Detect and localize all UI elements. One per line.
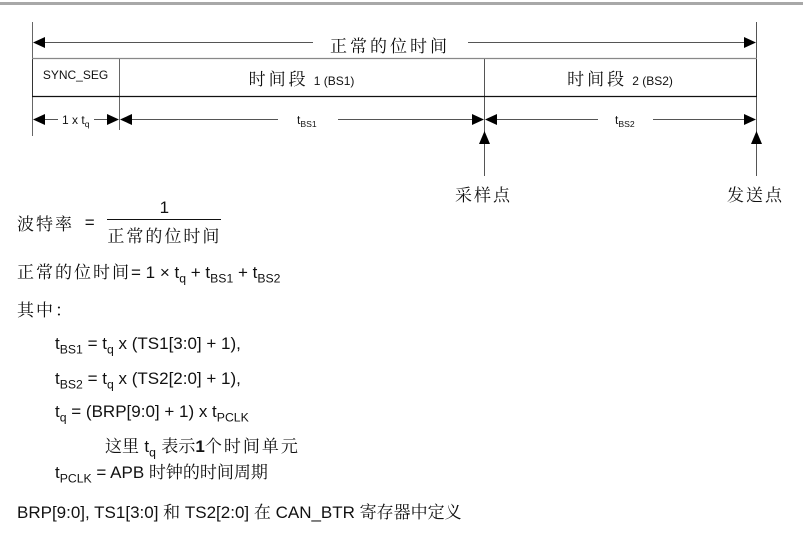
nominal-bit-time-label: 正常的位时间 — [330, 37, 450, 57]
transmit-point-label: 发送点 — [727, 186, 784, 206]
bs2-segment-cn: 时间段 — [567, 70, 628, 90]
arrow-left-icon — [485, 114, 497, 125]
bs1-segment-label — [119, 65, 484, 90]
baud-rate-fraction: $\frac{1}{\text{正常的位时间}}$ — [107, 198, 222, 247]
sync-duration-label: 1 x $t_q$ — [62, 113, 90, 130]
where-label: 其中： — [17, 301, 74, 320]
arrow-right-icon — [744, 114, 756, 125]
arrow-right-icon — [107, 114, 119, 125]
tbs1-duration-label: $t_{BS1}$ — [297, 113, 317, 130]
baud-rate-formula: 波特率 = $\frac{1}{\text{正常的位时间}}$ — [17, 198, 222, 247]
arrow-right-icon — [744, 37, 756, 48]
sample-point-arrow-icon — [479, 131, 490, 144]
tq-note: 这里 $t_q$ 表示1个时间单元 — [105, 437, 300, 460]
tq-formula: $t_q$ = (BRP[9:0] + 1) x $t_{PCLK}$ — [55, 402, 249, 425]
sync-seg-label: SYNC_SEG — [42, 68, 109, 82]
register-note: BRP[9:0], TS1[3:0] 和 TS2[2:0] 在 CAN_BTR 寄存器中定义 — [17, 503, 462, 522]
bs1-segment-cn: 时间段 — [248, 70, 309, 90]
tbs1-formula: $t_{BS1} = t_q$ x (TS1[3:0] + 1), — [55, 334, 241, 357]
bs1-segment-num: 1 (BS1) — [313, 74, 355, 88]
arrow-left-icon — [120, 114, 132, 125]
bs2-segment-label — [484, 65, 756, 90]
arrow-left-icon — [33, 114, 45, 125]
nominal-bit-time-formula: 正常的位时间= $1 \times t_q + t_{BS1} + t_{BS2}$ — [17, 263, 281, 286]
tpclk-formula: $t_{PCLK}$ = APB 时钟的时间周期 — [55, 463, 268, 486]
tbs2-formula: $t_{BS2} = t_q$ x (TS2[2:0] + 1), — [55, 369, 241, 392]
bit-timing-diagram — [0, 0, 803, 200]
tbs2-duration-label: $t_{BS2}$ — [615, 113, 635, 130]
transmit-point-arrow-icon — [751, 131, 762, 144]
bs2-segment-num: 2 (BS2) — [632, 74, 673, 88]
arrow-left-icon — [33, 37, 45, 48]
baud-rate-label: 波特率 — [17, 215, 74, 235]
arrow-right-icon — [472, 114, 484, 125]
sample-point-label: 采样点 — [455, 186, 512, 206]
